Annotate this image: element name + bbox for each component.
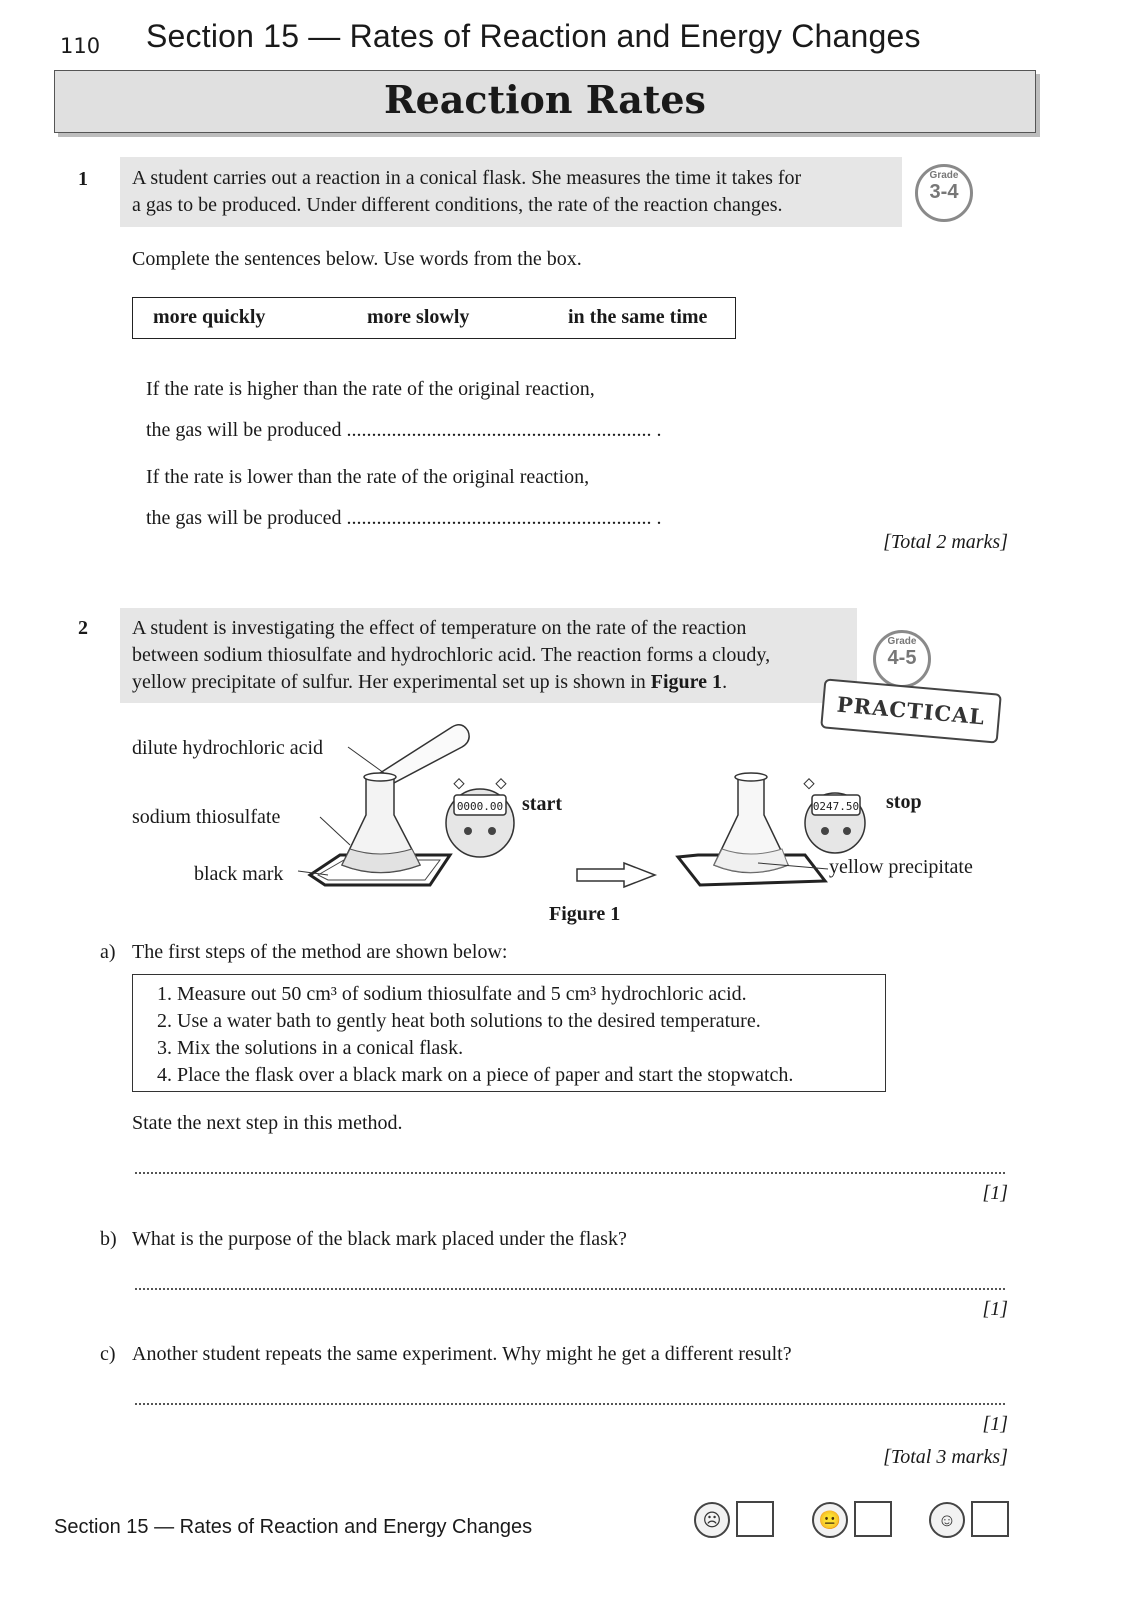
label-black-mark: black mark [194,863,284,885]
question-2-intro [120,608,857,703]
q2-intro-line-3 [132,669,857,696]
q1-total-marks: [Total 2 marks] [883,531,1008,553]
figure-reference: Figure 1 [650,671,723,693]
word-box [132,297,736,339]
q2-intro-text: yellow precipitate of sulfur. Her experimental set up is shown in [132,671,651,693]
method-step: 3. Mix the solutions in a conical flask. [177,1035,885,1062]
part-a-text: The first steps of the method are shown below: [132,941,508,963]
part-a-letter: a) [100,941,116,963]
part-b-text: What is the purpose of the black mark placed under the flask? [132,1228,627,1250]
q2-intro-line-2: between sodium thiosulfate and hydrochloric acid. The reaction forms a cloudy, [132,644,771,666]
part-c-answer-line[interactable] [135,1403,1005,1405]
q1-instruction: Complete the sentences below. Use words from the box. [132,248,582,270]
q2-intro-line-1: A student is investigating the effect of temperature on the rate of the reaction [132,617,747,639]
q2-total-marks: [Total 3 marks] [883,1446,1008,1468]
label-sodium-thiosulfate: sodium thiosulfate [132,806,281,828]
page-title: Reaction Rates [384,77,706,122]
grade-value: 4-5 [887,647,917,669]
q1-intro-line-2: a gas to be produced. Under different conditions, the rate of the reaction changes. [132,194,783,216]
part-a-prompt: State the next step in this method. [132,1112,403,1134]
grade-badge-q2 [873,630,931,688]
grade-badge-q1 [915,164,973,222]
section-title: Section 15 — Rates of Reaction and Energy Changes [146,18,921,54]
question-2-number: 2 [78,617,88,639]
grade-label: Grade [929,170,959,181]
question-1-intro [120,157,902,227]
word-option: more slowly [367,306,470,328]
label-yellow-precipitate: yellow precipitate [829,856,973,878]
q1-intro-line-1: A student carries out a reaction in a conical flask. She measures the time it takes for [132,167,802,189]
method-steps-box [132,974,886,1092]
label-stop: stop [886,791,922,813]
part-c-letter: c) [100,1343,116,1365]
part-c-marks: [1] [982,1413,1008,1435]
grade-label: Grade [887,636,917,647]
page-number: 110 [60,34,101,58]
grade-value: 3-4 [929,181,959,203]
arrow-right-icon [577,863,655,887]
question-1-number: 1 [78,168,88,190]
confidence-checkbox-sad[interactable] [736,1501,774,1537]
footer-section-title: Section 15 — Rates of Reaction and Energy Changes [54,1516,533,1538]
part-b-letter: b) [100,1228,117,1250]
part-c-text: Another student repeats the same experiment. Why might he get a different result? [132,1343,792,1365]
word-option: more quickly [153,306,266,328]
method-step: 4. Place the flask over a black mark on a piece of paper and start the stopwatch. [177,1062,885,1089]
experiment-diagram [280,715,860,895]
part-a-answer-line[interactable] [135,1172,1005,1174]
q1-sentence-2a: If the rate is lower than the rate of the original reaction, [146,466,590,488]
confidence-checkbox-neutral[interactable] [854,1501,892,1537]
method-step: 1. Measure out 50 cm³ of sodium thiosulfate and 5 cm³ hydrochloric acid. [177,981,885,1008]
q1-answer-line-1[interactable]: the gas will be produced ............................................................. . [146,419,662,441]
stopwatch-stop-display: 0247.50 [812,800,860,813]
part-a-marks: [1] [982,1182,1008,1204]
page-title-banner [54,70,1036,133]
q2-intro-end: . [722,671,728,693]
part-b-answer-line[interactable] [135,1288,1005,1290]
conical-flask-left-icon [298,773,450,885]
q1-answer-line-2[interactable]: the gas will be produced ............................................................. . [146,507,662,529]
label-start: start [522,793,562,815]
stopwatch-start-icon [446,779,514,857]
label-dilute-acid: dilute hydrochloric acid [132,737,324,759]
sad-face-icon: ☹ [694,1502,730,1538]
practical-stamp: PRACTICAL [820,678,1002,743]
figure-caption: Figure 1 [549,903,621,925]
word-option: in the same time [568,306,708,328]
method-step: 2. Use a water bath to gently heat both solutions to the desired temperature. [177,1008,885,1035]
happy-face-icon: ☺ [929,1502,965,1538]
neutral-face-icon: 😐 [812,1502,848,1538]
stopwatch-stop-icon [804,779,865,853]
stopwatch-start-display: 0000.00 [456,800,504,813]
part-b-marks: [1] [982,1298,1008,1320]
q1-sentence-1a: If the rate is higher than the rate of the original reaction, [146,378,595,400]
confidence-checkbox-happy[interactable] [971,1501,1009,1537]
